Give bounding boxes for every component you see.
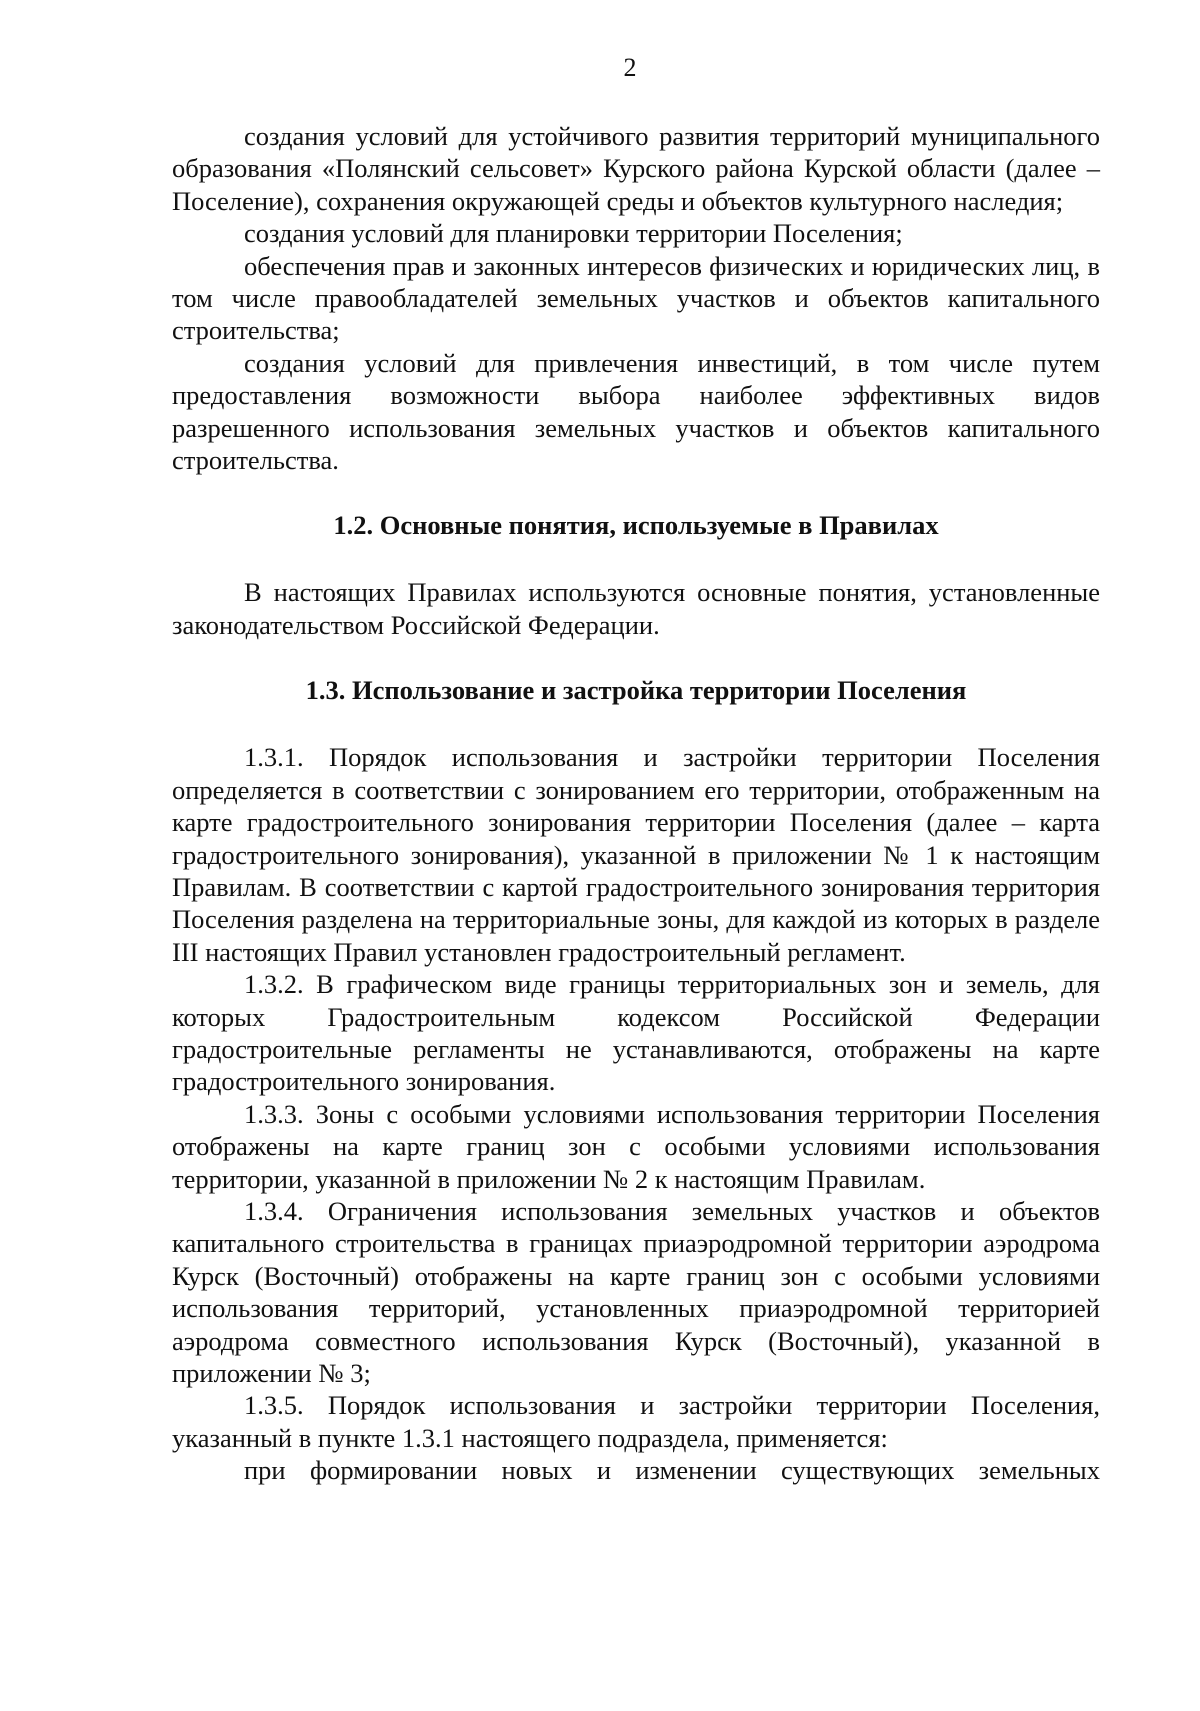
paragraph-investment-conditions: создания условий для привлечения инвестиций, в том числе путем предоставления возможности выбора наиболее эффективных видов разрешенного использования земельных участков и объектов капитального строительства. bbox=[172, 347, 1100, 476]
paragraph-1-3-1: 1.3.1. Порядок использования и застройки территории Поселения определяется в соответствии с зонированием его территории, отображенным на карте градостроительного зонирования территории Поселения (далее – карта градостроительного зонирования), указанной в приложении № 1 к настоящим Правилам. В соответствии с картой градостроительного зонирования территория Поселения разделена на территориальные зоны, для каждой из которых в разделе III настоящих Правил установлен градостроительный регламент. bbox=[172, 742, 1100, 967]
paragraph-1-3-5: 1.3.5. Порядок использования и застройки территории Поселения, указанный в пункте 1.3.1 настоящего подраздела, применяется: bbox=[172, 1390, 1100, 1453]
paragraph-conditions-planning: создания условий для планировки территории Поселения; bbox=[244, 218, 903, 249]
paragraph-1-3-3: 1.3.3. Зоны с особыми условиями использования территории Поселения отображены на карте границ зон с особыми условиями использования территории, указанной в приложении № 2 к настоящим Правилам. bbox=[172, 1098, 1100, 1194]
spacer bbox=[172, 641, 1100, 674]
section-heading-1-3: 1.3. Использование и застройка территории Поселения bbox=[305, 675, 967, 706]
spacer bbox=[172, 476, 1100, 509]
paragraph-rights-protection: обеспечения прав и законных интересов физических и юридических лиц, в том числе правообладателей земельных участков и объектов капитального строительства; bbox=[172, 250, 1100, 346]
document-body bbox=[172, 120, 1100, 1487]
paragraph-new-land-plots: при формировании новых и изменении существующих земельных bbox=[244, 1455, 1100, 1486]
paragraph-1-3-4: 1.3.4. Ограничения использования земельных участков и объектов капитального строительства в границах приаэродромной территории аэродрома Курск (Восточный) отображены на карте границ зон с особыми условиями использования территорий, установленных приаэродромной территорией аэродрома совместного использования Курск (Восточный), указанной в приложении № 3; bbox=[172, 1195, 1100, 1388]
page-number: 2 bbox=[623, 53, 637, 82]
paragraph-1-3-2: 1.3.2. В графическом виде границы территориальных зон и земель, для которых Градостроительным кодексом Российской Федерации градостроительные регламенты не устанавливаются, отображены на карте градостроительного зонирования. bbox=[172, 969, 1100, 1097]
paragraph-basic-concepts: В настоящих Правилах используются основные понятия, установленные законодательством Российской Федерации. bbox=[172, 577, 1100, 640]
paragraph-conditions-development: создания условий для устойчивого развития территорий муниципального образования «Полянский сельсовет» Курского района Курской области (далее – Поселение), сохранения окружающей среды и объектов культурного наследия; bbox=[172, 121, 1100, 216]
spacer bbox=[172, 541, 1100, 576]
spacer bbox=[172, 706, 1100, 741]
section-heading-1-2: 1.2. Основные понятия, используемые в Правилах bbox=[333, 510, 939, 541]
